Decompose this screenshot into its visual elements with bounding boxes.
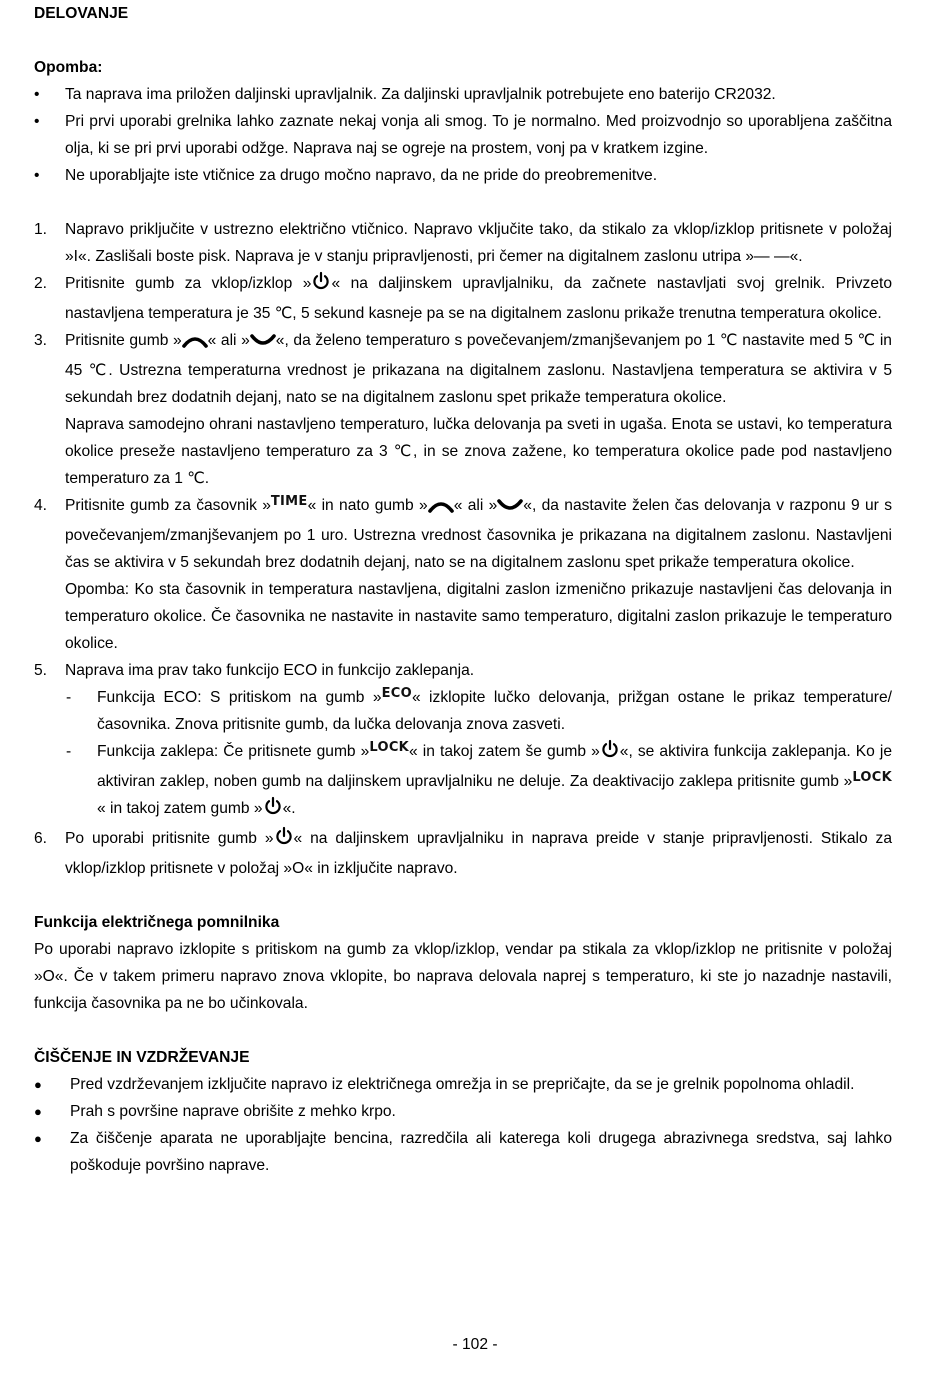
bullet-marker: ● xyxy=(34,1104,42,1119)
step-number: 5. xyxy=(34,662,48,679)
cleaning-item xyxy=(34,1071,892,1098)
note-text: Ta naprava ima priložen daljinski upravljalnik. Za daljinski upravljalnik potrebujete eno baterijo CR2032. xyxy=(65,86,776,103)
dash-marker: - xyxy=(66,743,72,760)
cleaning-heading: ČIŠČENJE IN VZDRŽEVANJE xyxy=(34,1049,250,1066)
memory-text: Po uporabi napravo izklopite s pritiskom na gumb za vklop/izklop, vendar pa stikala za vklop/izklop ne pritisnite v položaj »O«. Če v takem primeru napravo znova vklopite, bo naprava delovala naprej s temperaturo, ki ste jo nazadnje nastavili, funkcija časovnika pa ne bo učinkovala. xyxy=(34,941,892,1012)
step-text: « na daljinskem upravljalniku, da začnete nastavljati svoj grelnik. Privzeto nastavljena temperatura je 35 ℃, 5 sekund kasneje pa se na digitalnem zaslonu prikaže trenutna temperatura okolice. xyxy=(65,275,892,322)
power-icon xyxy=(311,271,331,300)
chevron-down-icon xyxy=(497,495,523,522)
step-5 xyxy=(34,657,892,684)
note-item xyxy=(34,162,892,189)
note-item xyxy=(34,108,892,162)
note-text: Pri prvi uporabi grelnika lahko zaznate nekaj vonja ali smog. To je normalno. Med proizvodnjo so uporabljena zaščitna olja, ki se pri prvi uporabi odžge. Naprava naj se ogreje na prostem, vonj pa v kratkem izgine. xyxy=(65,113,892,157)
chevron-down-icon xyxy=(250,330,276,357)
step-text: «. xyxy=(282,800,296,817)
step-text: « ali » xyxy=(207,332,250,349)
step-text: «, se aktivira funkcija zaklepanja. Ko je aktiviran zaklep, noben gumb na daljinskem upravljalniku ne deluje. Za deaktivacijo zaklepa pritisnite gumb » xyxy=(97,743,893,790)
step-6 xyxy=(34,825,892,882)
step-text: Funkcija ECO: S pritiskom na gumb » xyxy=(97,689,382,706)
time-button-label: TIME xyxy=(270,494,308,509)
step-2 xyxy=(34,270,892,327)
page-number: - 102 - xyxy=(452,1336,498,1353)
lock-button-label: LOCK xyxy=(852,770,892,785)
bullet-marker: • xyxy=(34,113,40,130)
section-heading-delovanje: DELOVANJE xyxy=(34,5,129,22)
step-number: 2. xyxy=(34,275,48,292)
step-number: 6. xyxy=(34,830,48,847)
step-text: «, da želeno temperaturo s povečevanjem/zmanjševanjem po 1 ℃ nastavite med 5 ℃ in 45 ℃. Ustrezna temperaturna vrednost je prikazana na digitalnem zaslonu. Nastavljena temperatura se aktivira v 5 sekundah brez dodatnih dejanj, nato se na digitalnem zaslonu spet prikaže temperatura okolice. xyxy=(65,332,892,406)
step-4 xyxy=(34,492,892,576)
step-text: « in takoj zatem še gumb » xyxy=(409,743,600,760)
step-text: « ali » xyxy=(453,497,498,514)
step-text: « na daljinskem upravljalniku in naprava preide v stanje pripravljenosti. Stikalo za vklop/izklop pritisnete v položaj »O« in izključite napravo. xyxy=(65,830,893,877)
cleaning-text: Za čiščenje aparata ne uporabljajte bencina, razredčila ali katerega koli drugega abrazivnega sredstva, saj lahko poškoduje površino naprave. xyxy=(70,1130,892,1174)
step-text: «, da nastavite želen čas delovanja v razponu 9 ur s povečevanjem/zmanjševanjem po 1 uro. Ustrezna vrednost časovnika je prikazana na digitalnem zaslonu. Nastavljeni čas se aktivira v 5 sekundah brez dodatnih dejanj, nato se na digitalnem zaslonu spet prikaže temperatura okolice. xyxy=(65,497,892,571)
step-number: 3. xyxy=(34,332,48,349)
step-text: Pritisnite gumb za časovnik » xyxy=(65,497,271,514)
step-text: « izklopite lučko delovanja, prižgan ostane le prikaz temperature/časovnika. Znova pritisnite gumb, da lučka delovanja znova zasveti. xyxy=(97,689,892,733)
note-title: Opomba: xyxy=(34,59,103,76)
document-page xyxy=(34,0,892,1179)
lock-function-item xyxy=(34,738,892,825)
step-3 xyxy=(34,327,892,411)
step-text: Funkcija zaklepa: Če pritisnete gumb » xyxy=(97,743,370,760)
step-text: « in takoj zatem gumb » xyxy=(97,800,263,817)
lock-button-label: LOCK xyxy=(369,740,410,755)
bullet-marker: ● xyxy=(34,1131,42,1146)
note-item xyxy=(34,81,892,108)
step-text: Napravo priključite v ustrezno električno vtičnico. Napravo vključite tako, da stikalo za vklop/izklop pritisnete v položaj »I«. Zaslišali boste pisk. Naprava je v stanju pripravljenosti, pri čemer na digitalnem zaslonu utripa »— —«. xyxy=(65,221,892,265)
step-text: Pritisnite gumb za vklop/izklop » xyxy=(65,275,312,292)
step-3-note: Naprava samodejno ohrani nastavljeno temperaturo, lučka delovanja pa sveti in ugaša. Enota se ustavi, ko temperatura okolice preseže nastavljeno temperaturo za 3 ℃, in se znova zažene, ko temperatura okolice pade pod nastavljeno temperaturo za 1 ℃. xyxy=(65,416,892,487)
note-text: Ne uporabljajte iste vtičnice za drugo močno napravo, da ne pride do preobremenitve. xyxy=(65,167,658,184)
bullet-marker: • xyxy=(34,167,40,184)
power-icon xyxy=(274,826,294,855)
step-text: Pritisnite gumb » xyxy=(65,332,182,349)
power-icon xyxy=(263,796,283,825)
step-text: Po uporabi pritisnite gumb » xyxy=(65,830,274,847)
cleaning-item xyxy=(34,1098,892,1125)
step-4-note: Opomba: Ko sta časovnik in temperatura nastavljena, digitalni zaslon izmenično prikazuje nastavljeni čas delovanja in temperaturo okolice. Če časovnika ne nastavite in nastavite samo temperaturo, digitalni zaslon prikazuje le temperaturo okolice. xyxy=(65,581,892,652)
memory-heading: Funkcija električnega pomnilnika xyxy=(34,914,280,931)
cleaning-text: Pred vzdrževanjem izključite napravo iz električnega omrežja in se prepričajte, da se je grelnik popolnoma ohladil. xyxy=(70,1076,855,1093)
bullet-marker: • xyxy=(34,86,40,103)
cleaning-text: Prah s površine naprave obrišite z mehko krpo. xyxy=(70,1103,396,1120)
dash-marker: - xyxy=(66,689,72,706)
step-number: 1. xyxy=(34,221,48,238)
eco-function-item xyxy=(34,684,892,738)
bullet-marker: ● xyxy=(34,1077,42,1092)
step-1 xyxy=(34,216,892,270)
chevron-up-icon xyxy=(182,330,208,357)
chevron-up-icon xyxy=(428,495,454,522)
step-text: « in nato gumb » xyxy=(307,497,428,514)
step-text: Naprava ima prav tako funkcijo ECO in funkcijo zaklepanja. xyxy=(65,662,475,679)
cleaning-item xyxy=(34,1125,892,1179)
eco-button-label: ECO xyxy=(381,686,412,701)
step-number: 4. xyxy=(34,497,48,514)
power-icon xyxy=(600,739,620,768)
